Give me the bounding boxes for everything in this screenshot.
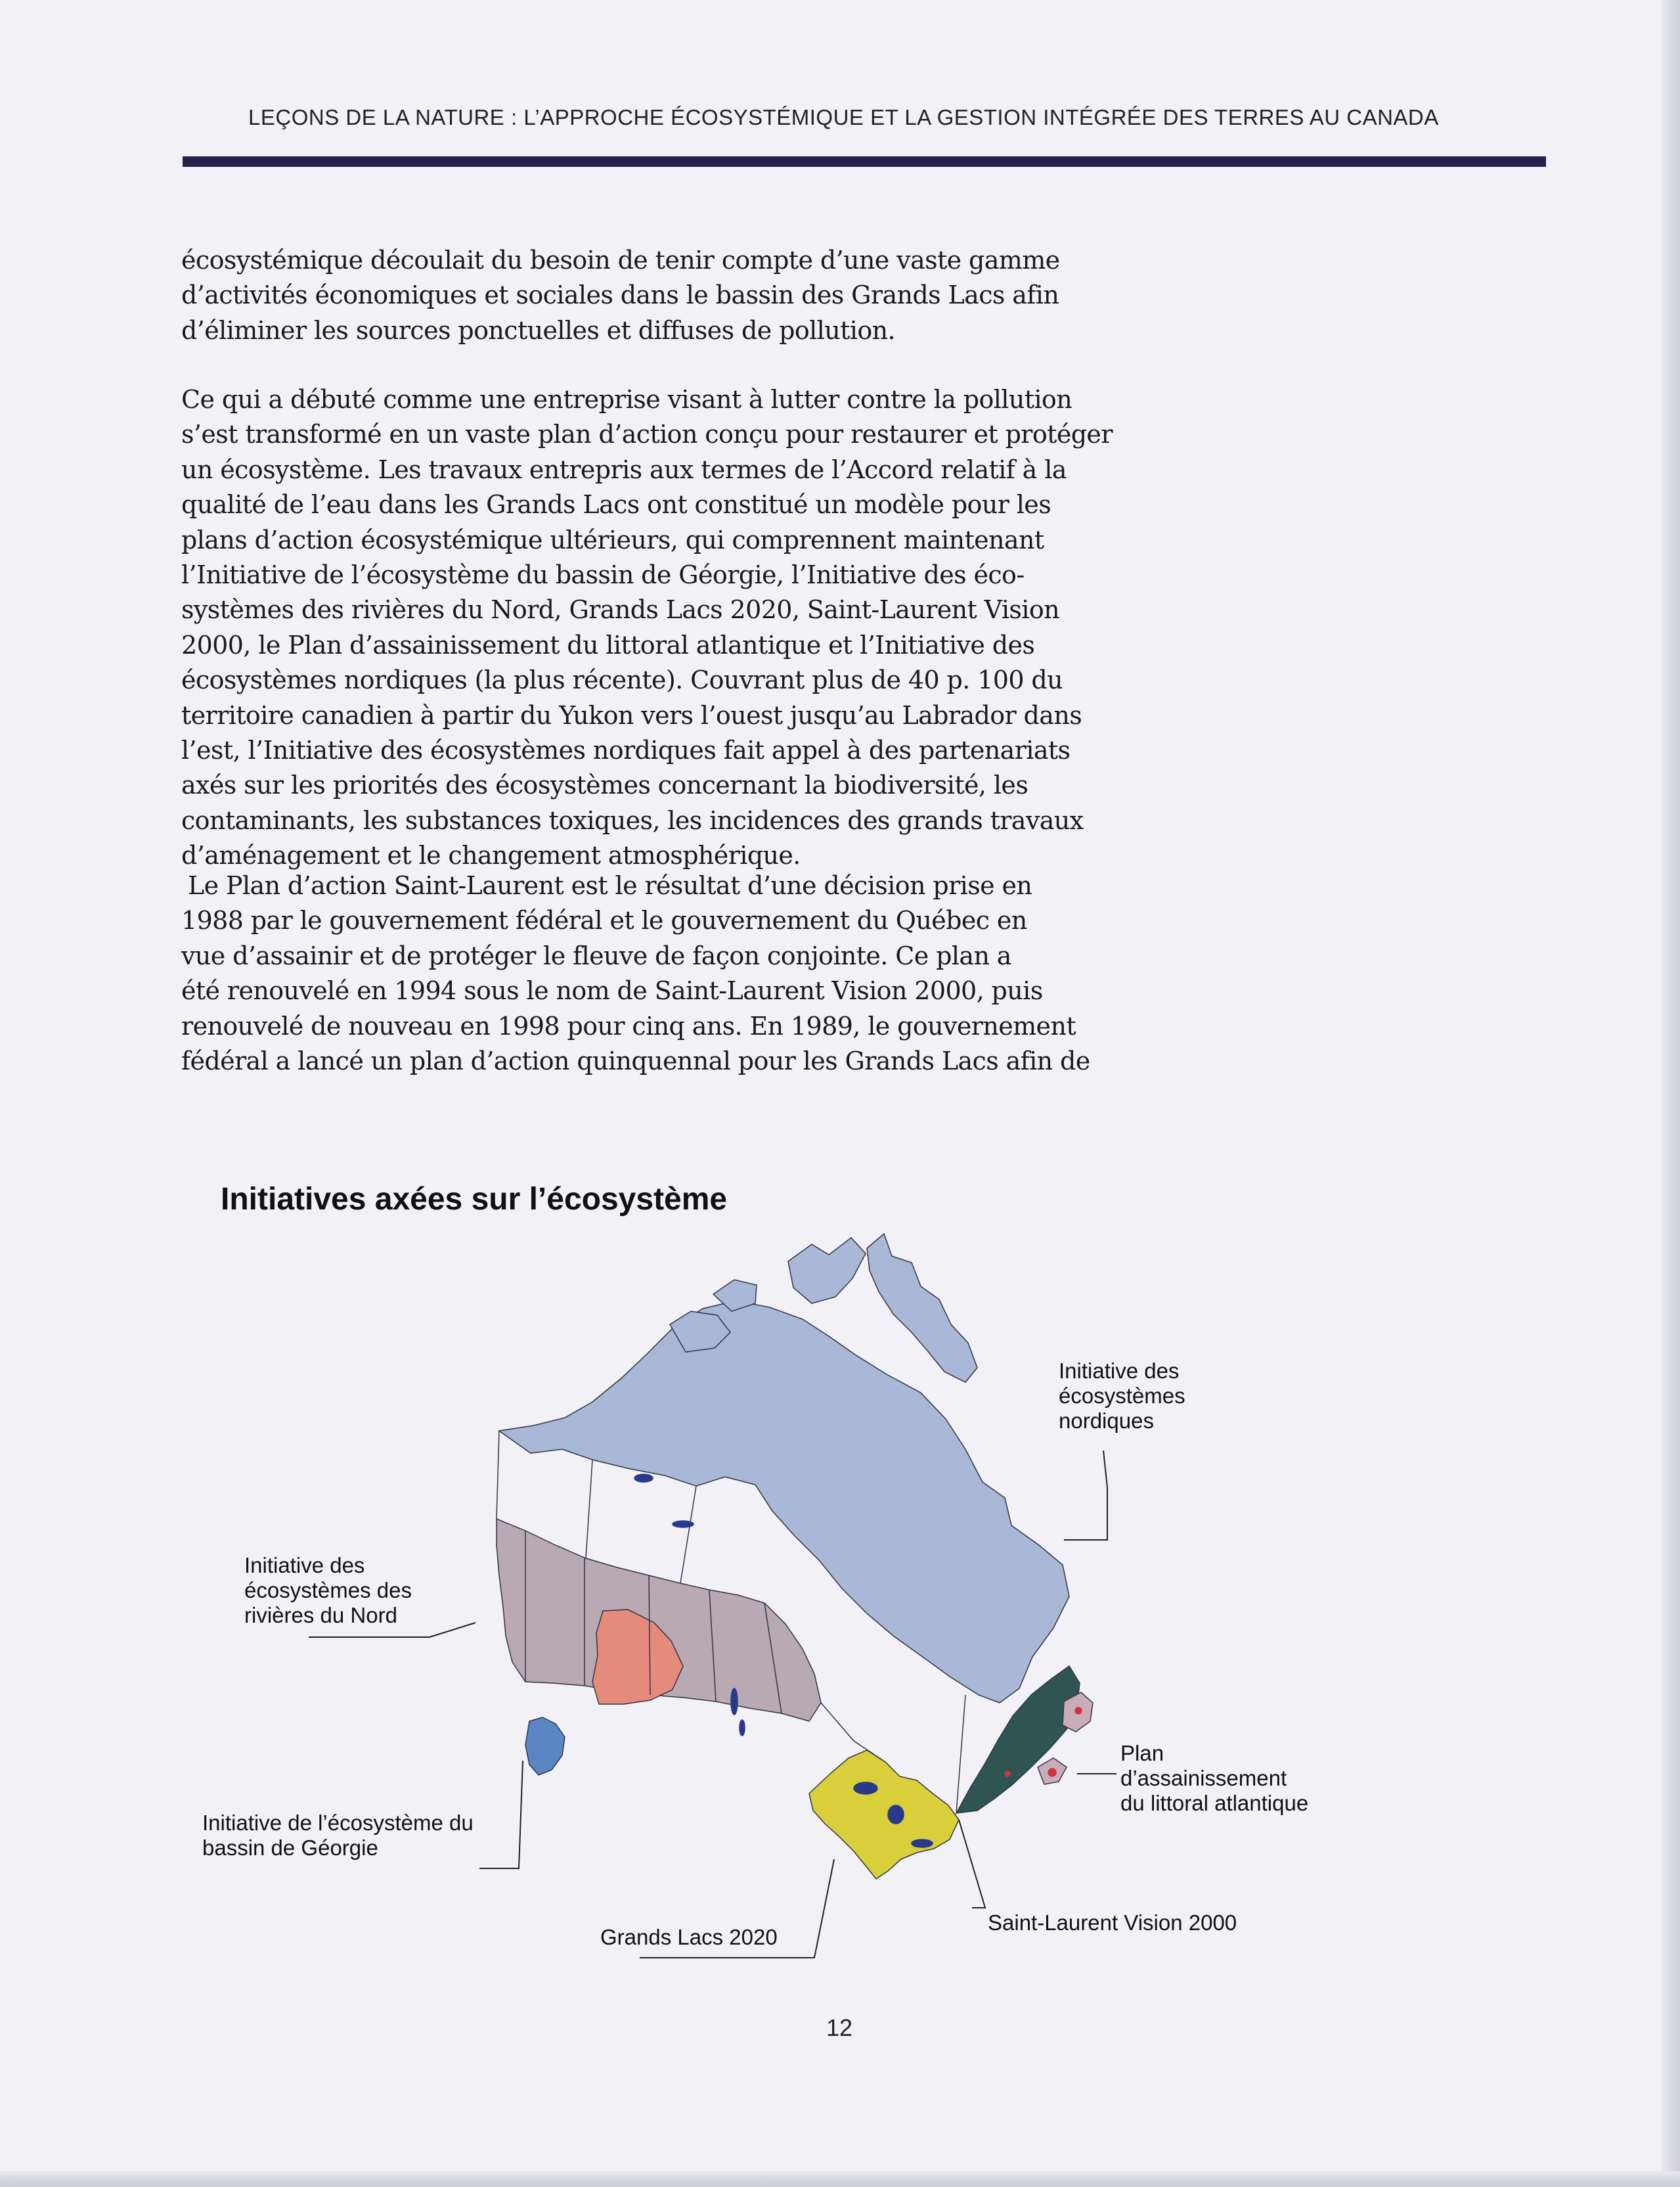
callout-line: écosystèmes <box>1059 1384 1185 1408</box>
text-line: écosystémique découlait du besoin de tenir compte d’une vaste gamme <box>181 246 1060 275</box>
text-line: contaminants, les substances toxiques, les incidences des grands travaux <box>181 805 1084 835</box>
text-line: plans d’action écosystémique ultérieurs, qui comprennent maintenant <box>181 525 1044 554</box>
text-line: axés sur les priorités des écosystèmes concernant la biodiversité, les <box>181 771 1028 800</box>
callout-line: d’assainissement <box>1120 1766 1287 1790</box>
text-line: un écosystème. Les travaux entrepris aux termes de l’Accord relatif à la <box>181 455 1067 484</box>
map-lake <box>912 1839 933 1847</box>
callout-grands-lacs <box>600 1925 778 1950</box>
text-line: systèmes des rivières du Nord, Grands Lacs 2020, Saint-Laurent Vision <box>181 595 1060 625</box>
map-lake <box>888 1805 904 1824</box>
map-region-baffin <box>867 1234 977 1382</box>
text-line: écosystèmes nordiques (la plus récente). Couvrant plus de 40 p. 100 du <box>181 665 1063 695</box>
map-region-arctic-islands <box>788 1238 866 1303</box>
callout-leader-georgie <box>479 1761 523 1868</box>
map-region-atlantique-site <box>1005 1771 1010 1776</box>
text-line: renouvelé de nouveau en 1998 pour cinq ans. En 1989, le gouvernement <box>181 1011 1076 1041</box>
text-line: l’Initiative de l’écosystème du bassin de Géorgie, l’Initiative des éco- <box>181 560 1025 590</box>
text-line: Ce qui a débuté comme une entreprise visant à lutter contre la pollution <box>181 385 1072 414</box>
text-line: été renouvelé en 1994 sous le nom de Saint-Laurent Vision 2000, puis <box>181 976 1043 1006</box>
figure-title: Initiatives axées sur l’écosystème <box>221 1182 728 1217</box>
callout-line: Initiative des <box>244 1553 365 1577</box>
callout-leader-nordiques <box>1064 1451 1107 1540</box>
callout-line: écosystèmes des <box>244 1578 412 1602</box>
callout-rivieres <box>244 1553 412 1628</box>
callout-line: bassin de Géorgie <box>202 1836 378 1860</box>
callout-line: Initiative des <box>1059 1359 1180 1383</box>
callout-line: Saint-Laurent Vision 2000 <box>988 1910 1237 1935</box>
map-lake <box>731 1688 738 1715</box>
callout-saint-laurent <box>988 1910 1237 1935</box>
callout-line: Plan <box>1120 1741 1164 1765</box>
map-region-atlantique-site <box>1075 1707 1082 1714</box>
text-line: 1988 par le gouvernement fédéral et le gouvernement du Québec en <box>181 906 1027 936</box>
text-line: territoire canadien à partir du Yukon vers l’ouest jusqu’au Labrador dans <box>181 700 1082 730</box>
text-line: Le Plan d’action Saint-Laurent est le résultat d’une décision prise en <box>188 871 1032 900</box>
callout-line: Initiative de l’écosystème du <box>202 1811 474 1835</box>
map-region-atlantique-site <box>1048 1769 1056 1776</box>
page-number: 12 <box>826 2014 853 2041</box>
map-lake <box>740 1720 745 1736</box>
callout-line: nordiques <box>1059 1409 1154 1433</box>
running-header: LEÇONS DE LA NATURE : L’APPROCHE ÉCOSYSTÉMIQUE ET LA GESTION INTÉGRÉE DES TERRES AU CANADA <box>248 105 1439 129</box>
callout-nordiques <box>1059 1359 1185 1433</box>
text-line: d’aménagement et le changement atmosphérique. <box>181 841 801 870</box>
map-region-grands-lacs <box>809 1750 959 1879</box>
text-line: l’est, l’Initiative des écosystèmes nordiques fait appel à des partenariats <box>181 736 1071 765</box>
text-line: 2000, le Plan d’assainissement du littoral atlantique et l’Initiative des <box>181 630 1035 660</box>
text-line: s’est transformé en un vaste plan d’action conçu pour restaurer et protéger <box>181 420 1113 449</box>
text-line: vue d’assainir et de protéger le fleuve de façon conjointe. Ce plan a <box>181 941 1011 970</box>
callout-leader-saint-laurent <box>959 1820 985 1908</box>
callout-line: du littoral atlantique <box>1120 1791 1309 1815</box>
map-region-georgie <box>525 1717 565 1775</box>
map-lake <box>854 1782 877 1794</box>
text-line: d’éliminer les sources ponctuelles et diffuses de pollution. <box>181 315 895 345</box>
map-lake <box>634 1474 653 1482</box>
callout-georgie <box>202 1811 474 1860</box>
callout-line: Grands Lacs 2020 <box>600 1925 778 1949</box>
text-line: fédéral a lancé un plan d’action quinquennal pour les Grands Lacs afin de <box>181 1047 1090 1076</box>
callout-atlantique <box>1120 1741 1308 1816</box>
text-line: qualité de l’eau dans les Grands Lacs ont constitué un modèle pour les <box>181 490 1051 520</box>
callout-line: rivières du Nord <box>244 1603 397 1627</box>
map-lake <box>673 1521 694 1527</box>
text-line: d’activités économiques et sociales dans le bassin des Grands Lacs afin <box>181 281 1059 310</box>
